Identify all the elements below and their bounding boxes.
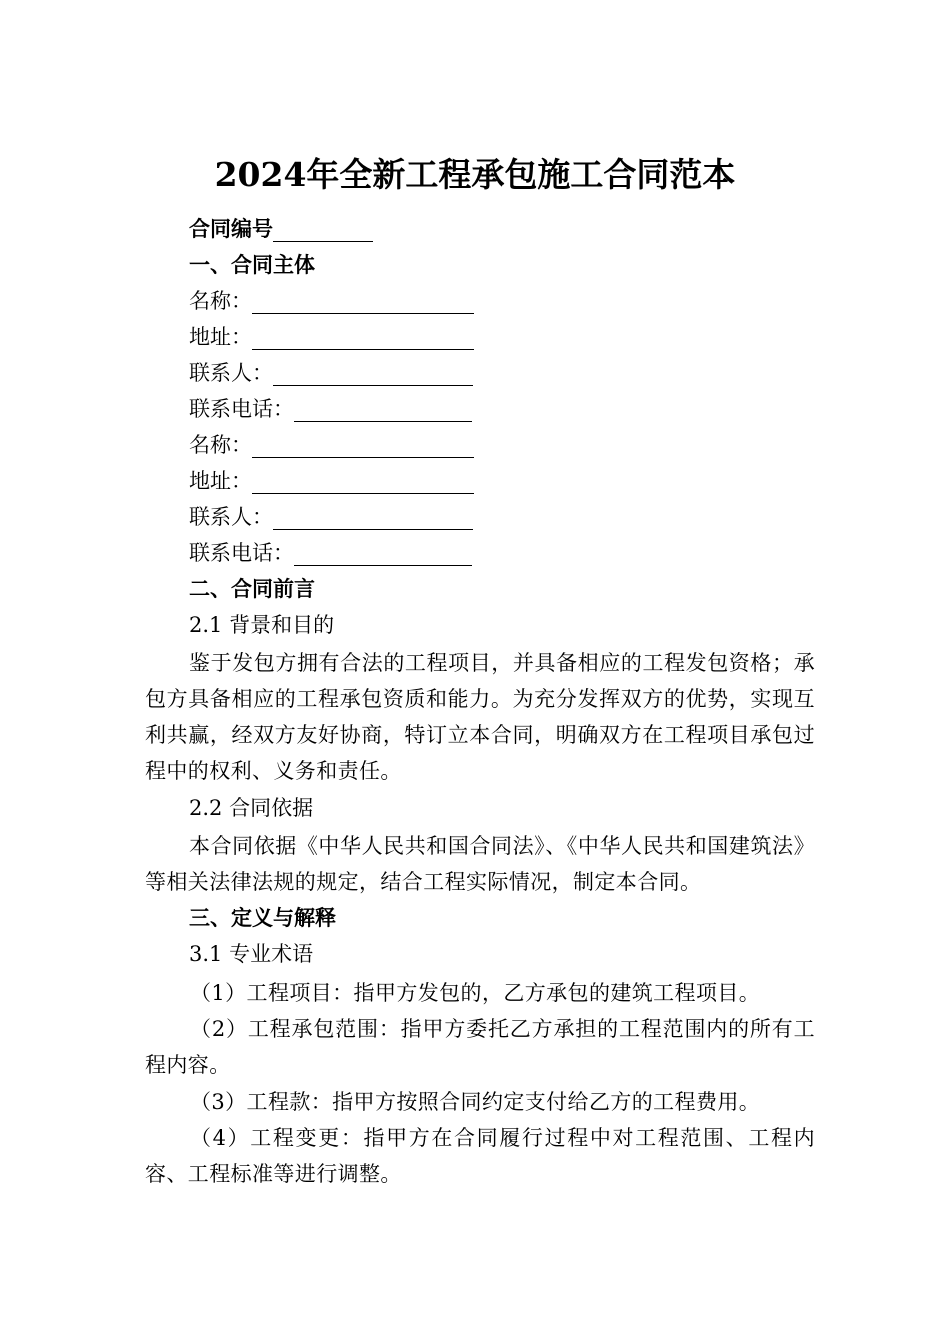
section-2-1-paragraph: 鉴于发包方拥有合法的工程项目，并具备相应的工程发包资格；承包方具备相应的工程承包资质和能力。为充分发挥双方的优势，实现互利共赢，经双方友好协商，特订立本合同，明确双方在工程项目承包过程中的权利、义务和责任。 bbox=[145, 651, 815, 783]
party-b-phone-blank bbox=[294, 541, 472, 566]
term-item: （2）工程承包范围：指甲方委托乙方承担的工程范围内的所有工程内容。 bbox=[145, 1017, 815, 1077]
party-a-name-blank bbox=[252, 289, 474, 314]
party-a-address-row bbox=[189, 322, 474, 352]
section-3-heading: 三、定义与解释 bbox=[189, 906, 336, 930]
party-a-contact-row bbox=[189, 358, 473, 388]
party-a-name-label: 名称： bbox=[189, 289, 252, 313]
section-2-2-heading: 2.2 合同依据 bbox=[189, 796, 314, 820]
party-a-contact-label: 联系人： bbox=[189, 361, 273, 385]
party-b-address-label: 地址： bbox=[189, 469, 252, 493]
document-title: 2024年全新工程承包施工合同范本 bbox=[214, 155, 736, 194]
section-2-2-paragraph: 本合同依据《中华人民共和国合同法》、《中华人民共和国建筑法》等相关法律法规的规定，结合工程实际情况，制定本合同。 bbox=[145, 834, 815, 894]
party-b-contact-blank bbox=[273, 505, 473, 530]
party-b-contact-label: 联系人： bbox=[189, 505, 273, 529]
contract-number-blank bbox=[273, 217, 373, 242]
section-2-1-heading: 2.1 背景和目的 bbox=[189, 613, 335, 637]
party-a-address-label: 地址： bbox=[189, 325, 252, 349]
party-a-phone-row bbox=[189, 394, 472, 424]
party-b-name-blank bbox=[252, 433, 474, 458]
term-item: （3）工程款：指甲方按照合同约定支付给乙方的工程费用。 bbox=[190, 1090, 761, 1114]
party-b-address-blank bbox=[252, 469, 474, 494]
party-b-name-label: 名称： bbox=[189, 433, 252, 457]
party-b-phone-label: 联系电话： bbox=[189, 541, 294, 565]
section-2-heading: 二、合同前言 bbox=[189, 577, 315, 601]
party-a-address-blank bbox=[252, 325, 474, 350]
term-item: （4）工程变更：指甲方在合同履行过程中对工程范围、工程内容、工程标准等进行调整。 bbox=[145, 1126, 815, 1186]
party-a-contact-blank bbox=[273, 361, 473, 386]
section-1-heading: 一、合同主体 bbox=[189, 253, 315, 277]
party-a-name-row bbox=[189, 286, 474, 316]
term-item: （1）工程项目：指甲方发包的，乙方承包的建筑工程项目。 bbox=[190, 981, 761, 1005]
party-b-name-row bbox=[189, 430, 474, 460]
contract-number-row bbox=[189, 214, 373, 244]
party-b-address-row bbox=[189, 466, 474, 496]
contract-number-label: 合同编号 bbox=[189, 217, 273, 241]
party-b-phone-row bbox=[189, 538, 472, 568]
party-b-contact-row bbox=[189, 502, 473, 532]
party-a-phone-label: 联系电话： bbox=[189, 397, 294, 421]
section-3-1-heading: 3.1 专业术语 bbox=[189, 942, 314, 966]
party-a-phone-blank bbox=[294, 397, 472, 422]
